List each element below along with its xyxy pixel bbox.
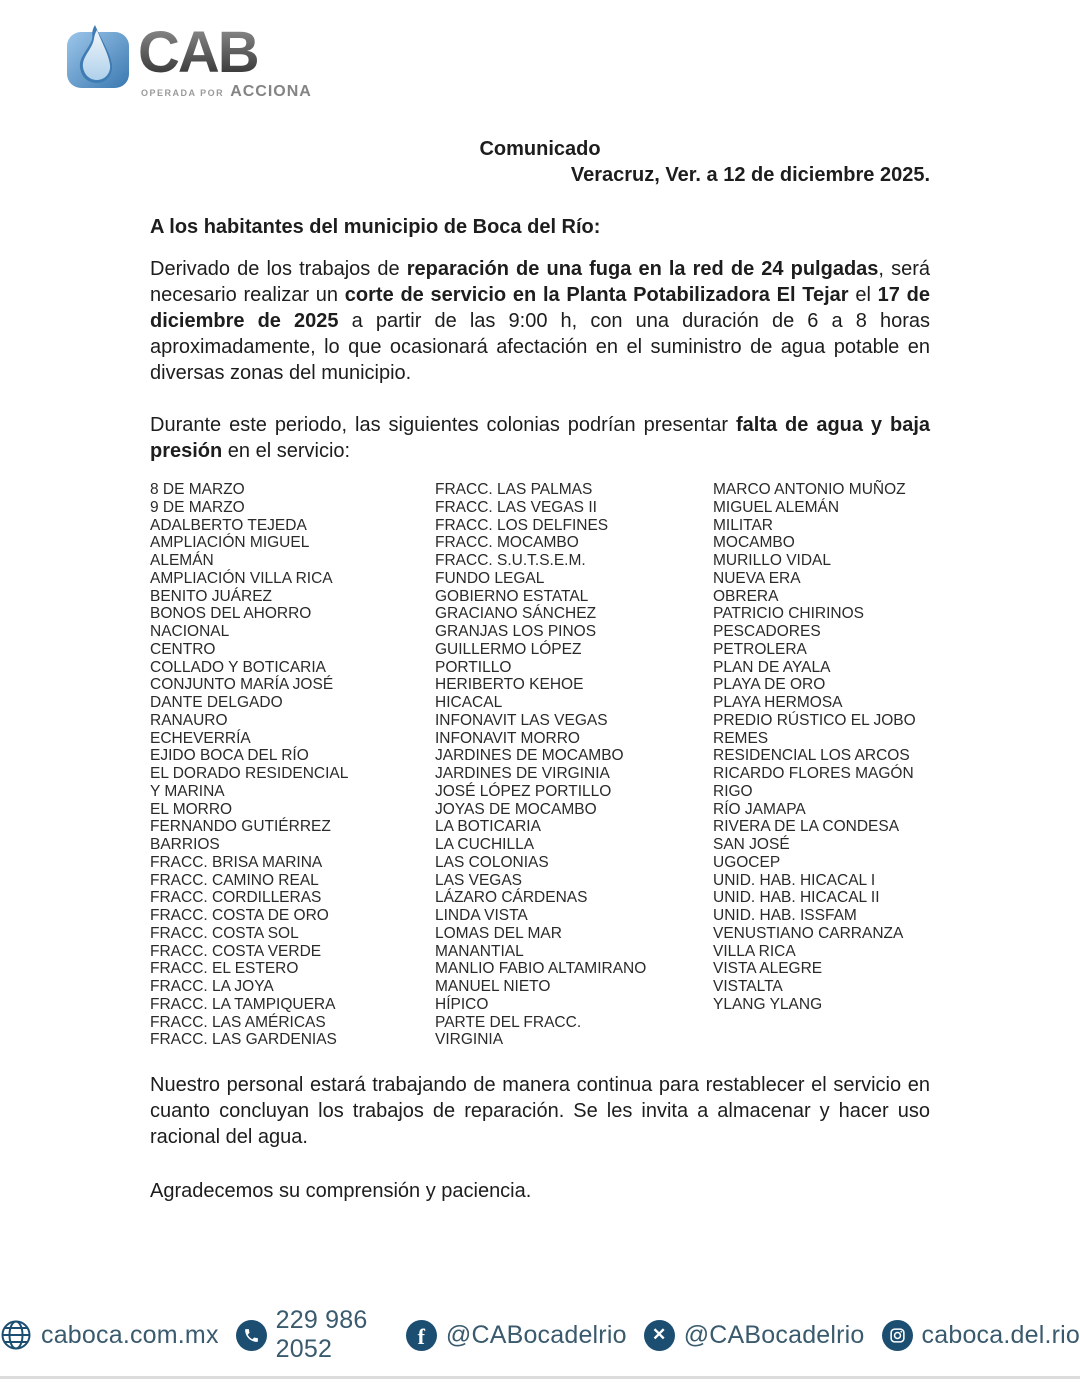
salutation: A los habitantes del municipio de Boca del Río:	[150, 216, 601, 238]
footer-facebook	[406, 1320, 627, 1351]
colonia-item: INFONAVIT LAS VEGAS	[435, 711, 608, 729]
colonia-item: LAS COLONIAS	[435, 853, 549, 871]
colonia-item: FRACC. CAMINO REAL	[150, 871, 319, 889]
colonias-column-1	[150, 481, 435, 1049]
footer-instagram	[882, 1320, 1080, 1351]
colonia-item: RICARDO FLORES MAGÓN	[713, 765, 914, 782]
colonia-item: BONOS DEL AHORRO	[150, 605, 312, 623]
colonia-item: MANUEL NIETO	[435, 978, 551, 995]
colonia-item: YLANG YLANG	[713, 995, 823, 1013]
footer-phone	[236, 1306, 389, 1364]
colonia-item: ECHEVERRÍA	[150, 729, 251, 747]
colonia-item: INFONAVIT MORRO	[435, 729, 580, 747]
colonia-item: LA BOTICARIA	[435, 818, 541, 836]
cab-logo	[64, 20, 312, 101]
colonia-item: FRACC. LOS DELFINES	[435, 516, 609, 534]
colonia-item: PLAYA DE ORO	[713, 676, 826, 694]
colonia-item: MANLIO FABIO ALTAMIRANO	[435, 960, 647, 978]
colonia-item: FRACC. EL ESTERO	[150, 960, 299, 978]
colonia-item: RÍO JAMAPA	[713, 800, 806, 818]
colonia-item: 9 DE MARZO	[150, 498, 245, 516]
colonia-item: LOMAS DEL MAR	[435, 924, 562, 942]
colonia-item: VILLA RICA	[713, 942, 796, 960]
colonia-item: FRACC. MOCAMBO	[435, 534, 579, 552]
colonia-item: VENUSTIANO CARRANZA	[713, 924, 904, 942]
colonia-item: EL MORRO	[150, 800, 233, 818]
colonia-item: CONJUNTO MARÍA JOSÉ	[150, 676, 334, 694]
colonia-item: VISTA ALEGRE	[713, 960, 823, 978]
colonia-item: RANAURO	[150, 711, 228, 729]
colonia-item: MOCAMBO	[713, 534, 795, 552]
colonia-item: PLAYA HERMOSA	[713, 694, 843, 711]
colonia-item: JARDINES DE VIRGINIA	[435, 765, 610, 782]
colonia-item: FRACC. LAS GARDENIAS	[150, 1031, 337, 1049]
colonia-item: FUNDO LEGAL	[435, 569, 545, 587]
colonia-item: FRACC. LAS AMÉRICAS	[150, 1013, 326, 1031]
logo-tagline-brand: ACCIONA	[230, 83, 312, 100]
colonia-item: UNID. HAB. HICACAL II	[713, 889, 880, 907]
colonia-item: 8 DE MARZO	[150, 481, 245, 498]
instagram-icon	[882, 1320, 913, 1351]
colonia-item: JOYAS DE MOCAMBO	[435, 800, 597, 818]
logo-text-block	[138, 20, 312, 101]
facebook-icon: f	[406, 1320, 437, 1351]
globe-icon	[0, 1319, 32, 1351]
colonia-item: PARTE DEL FRACC.	[435, 1013, 582, 1031]
colonia-item: PREDIO RÚSTICO EL JOBO	[713, 711, 916, 729]
colonia-item: Y MARINA	[150, 782, 225, 800]
colonia-item: UNID. HAB. HICACAL I	[713, 871, 876, 889]
colonia-item: GRACIANO SÁNCHEZ	[435, 605, 597, 623]
colonia-item: FRACC. LAS VEGAS II	[435, 498, 597, 516]
footer-x-text: @CABocadelrio	[683, 1320, 865, 1349]
colonia-item: VIRGINIA	[435, 1031, 504, 1049]
affected-areas-paragraph: Durante este periodo, las siguientes colonias podrían presentar falta de agua y baja presión en el servicio:	[150, 414, 931, 462]
colonias-column-3	[713, 481, 940, 1049]
colonia-item: VISTALTA	[713, 978, 783, 995]
colonia-item: GRANJAS LOS PINOS	[435, 623, 597, 640]
colonia-item: FRACC. COSTA VERDE	[150, 942, 322, 960]
x-icon: ✕	[644, 1320, 675, 1351]
colonia-item: BARRIOS	[150, 836, 220, 853]
colonia-item: COLLADO Y BOTICARIA	[150, 658, 327, 676]
dateline: Veracruz, Ver. a 12 de diciembre 2025.	[570, 164, 930, 186]
colonia-item: MURILLO VIDAL	[713, 552, 832, 569]
colonia-item: EL DORADO RESIDENCIAL	[150, 765, 349, 782]
colonia-item: PETROLERA	[713, 640, 807, 658]
colonia-item: UGOCEP	[713, 853, 781, 871]
colonia-item: MIGUEL ALEMÁN	[713, 498, 840, 516]
colonia-item: RESIDENCIAL LOS ARCOS	[713, 747, 910, 765]
phone-icon	[236, 1320, 267, 1351]
colonia-item: PLAN DE AYALA	[713, 658, 831, 676]
colonia-item: NUEVA ERA	[713, 569, 801, 587]
intro-paragraph: Derivado de los trabajos de reparación de una fuga en la red de 24 pulgadas, será necesario realizar un corte de servicio en la Planta Potabilizadora El Tejar el 17 de diciembre de 2025 a partir de las 9:00 h, con una duración de 6 a 8 horas aproximadamente, lo que ocasionará afectación en el suministro de agua potable en diversas zonas del municipio.	[150, 258, 931, 384]
colonia-item: RIGO	[713, 782, 753, 800]
colonia-item: UNID. HAB. ISSFAM	[713, 907, 857, 924]
colonia-item: FRACC. COSTA SOL	[150, 924, 299, 942]
footer-facebook-text: @CABocadelrio	[445, 1320, 627, 1349]
colonia-item: AMPLIACIÓN VILLA RICA	[150, 569, 333, 587]
colonia-item: JOSÉ LÓPEZ PORTILLO	[435, 782, 612, 800]
colonia-item: BENITO JUÁREZ	[150, 587, 273, 605]
colonia-item: PORTILLO	[435, 658, 512, 676]
logo-tagline	[141, 83, 312, 101]
colonia-item: GUILLERMO LÓPEZ	[435, 640, 582, 658]
colonia-item: GOBIERNO ESTATAL	[435, 587, 589, 605]
colonia-item: HICACAL	[435, 694, 503, 711]
footer-phone-text: 229 986 2052	[275, 1306, 368, 1363]
colonia-item: PATRICIO CHIRINOS	[713, 605, 864, 623]
colonia-item: NACIONAL	[150, 623, 230, 640]
colonia-item: SAN JOSÉ	[713, 836, 790, 853]
colonia-item: LINDA VISTA	[435, 907, 528, 924]
colonia-item: FRACC. S.U.T.S.E.M.	[435, 552, 586, 569]
colonia-item: HERIBERTO KEHOE	[435, 676, 584, 694]
footer-website	[0, 1319, 219, 1351]
footer-x	[644, 1320, 865, 1351]
colonia-item: PESCADORES	[713, 623, 821, 640]
colonia-item: ADALBERTO TEJEDA	[150, 516, 307, 534]
doc-title: Comunicado	[479, 138, 601, 160]
colonia-item: MANANTIAL	[435, 942, 524, 960]
colonia-item: FRACC. LAS PALMAS	[435, 481, 593, 498]
colonia-item: MARCO ANTONIO MUÑOZ	[713, 481, 906, 498]
colonia-item: OBRERA	[713, 587, 779, 605]
bottom-divider	[0, 1376, 1080, 1379]
colonia-item: LAS VEGAS	[435, 871, 523, 889]
colonia-item: FRACC. LA JOYA	[150, 978, 274, 995]
footer-website-text: caboca.com.mx	[41, 1320, 219, 1349]
footer-contact-bar	[0, 1306, 1080, 1364]
colonia-item: AMPLIACIÓN MIGUEL	[150, 534, 310, 552]
colonia-item: LA CUCHILLA	[435, 836, 535, 853]
colonia-item: FERNANDO GUTIÉRREZ	[150, 818, 331, 836]
colonia-item: HÍPICO	[435, 995, 489, 1013]
colonia-item: REMES	[713, 729, 769, 747]
colonia-item: RIVERA DE LA CONDESA	[713, 818, 900, 836]
colonia-item: JARDINES DE MOCAMBO	[435, 747, 624, 765]
colonia-item: MILITAR	[713, 516, 773, 534]
colonia-item: LÁZARO CÁRDENAS	[435, 889, 588, 907]
logo-tagline-prefix: OPERADA POR	[141, 88, 225, 98]
colonias-list	[150, 481, 940, 1049]
colonia-item: CENTRO	[150, 640, 216, 658]
logo-brand-text: CAB	[138, 24, 312, 82]
colonia-item: DANTE DELGADO	[150, 694, 283, 711]
footer-instagram-text: caboca.del.rio	[921, 1320, 1080, 1349]
colonia-item: FRACC. CORDILLERAS	[150, 889, 322, 907]
water-drop-icon	[64, 24, 132, 90]
colonia-item: ALEMÁN	[150, 552, 214, 569]
colonia-item: FRACC. COSTA DE ORO	[150, 907, 329, 924]
colonia-item: FRACC. LA TAMPIQUERA	[150, 995, 336, 1013]
closing-paragraph: Nuestro personal estará trabajando de manera continua para restablecer el servicio en cuanto concluyan los trabajos de reparación. Se les invita a almacenar y hacer uso racional del agua.	[150, 1074, 930, 1148]
colonia-item: FRACC. BRISA MARINA	[150, 853, 323, 871]
thanks-paragraph: Agradecemos su comprensión y paciencia.	[150, 1180, 532, 1202]
colonias-column-2	[435, 481, 713, 1049]
colonia-item: EJIDO BOCA DEL RÍO	[150, 747, 309, 765]
